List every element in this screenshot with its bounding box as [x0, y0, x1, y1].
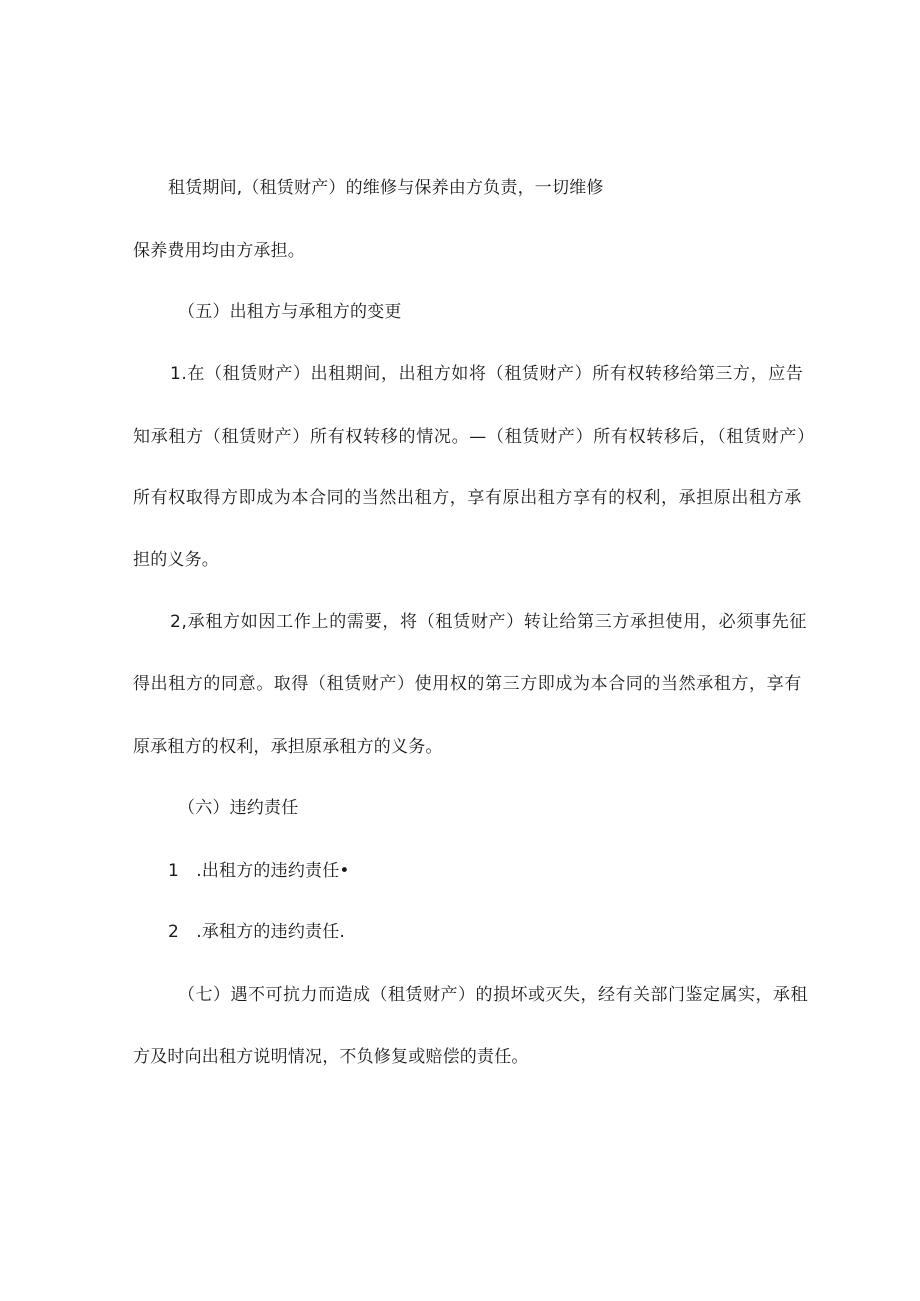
paragraph-maintenance-line-2: 保养费用均由方承担。: [133, 241, 305, 261]
clause-2-line-3: 原承租方的权利，承担原承租方的义务。: [133, 737, 443, 757]
clause-2-line-2: 得出租方的同意。取得（租赁财产）使用权的第三方即成为本合同的当然承租方，享有: [133, 674, 802, 694]
force-majeure-line-2: 方及时向出租方说明情况，不负修复或赔偿的责任。: [133, 1047, 529, 1067]
section-heading-change: （五）出租方与承租方的变更: [178, 302, 402, 322]
force-majeure-line-1: （七）遇不可抗力而造成（租赁财产）的损坏或灭失，经有关部门鉴定属实，承租: [178, 985, 808, 1005]
clause-1-line-4: 担的义务。: [133, 550, 219, 570]
paragraph-maintenance-line-1: 租赁期间,（租赁财产）的维修与保养由方负责，一切维修: [168, 178, 604, 198]
clause-1-line-1: 1.在（租赁财产）出租期间，出租方如将（租赁财产）所有权转移给第三方，应告: [170, 364, 804, 384]
section-heading-liability: （六）违约责任: [178, 798, 299, 818]
liability-item-2: 2 .承租方的违约责任.: [168, 922, 346, 942]
clause-1-line-2: 知承租方（租赁财产）所有权转移的情况。—（租赁财产）所有权转移后，（租赁财产）: [133, 427, 815, 447]
liability-item-1: 1 .出租方的违约责任•: [168, 861, 350, 881]
clause-1-line-3: 所有权取得方即成为本合同的当然出租方，享有原出租方享有的权利，承担原出租方承: [133, 488, 802, 508]
clause-2-line-1: 2,承租方如因工作上的需要，将（租赁财产）转让给第三方承担使用，必须事先征: [170, 612, 808, 632]
